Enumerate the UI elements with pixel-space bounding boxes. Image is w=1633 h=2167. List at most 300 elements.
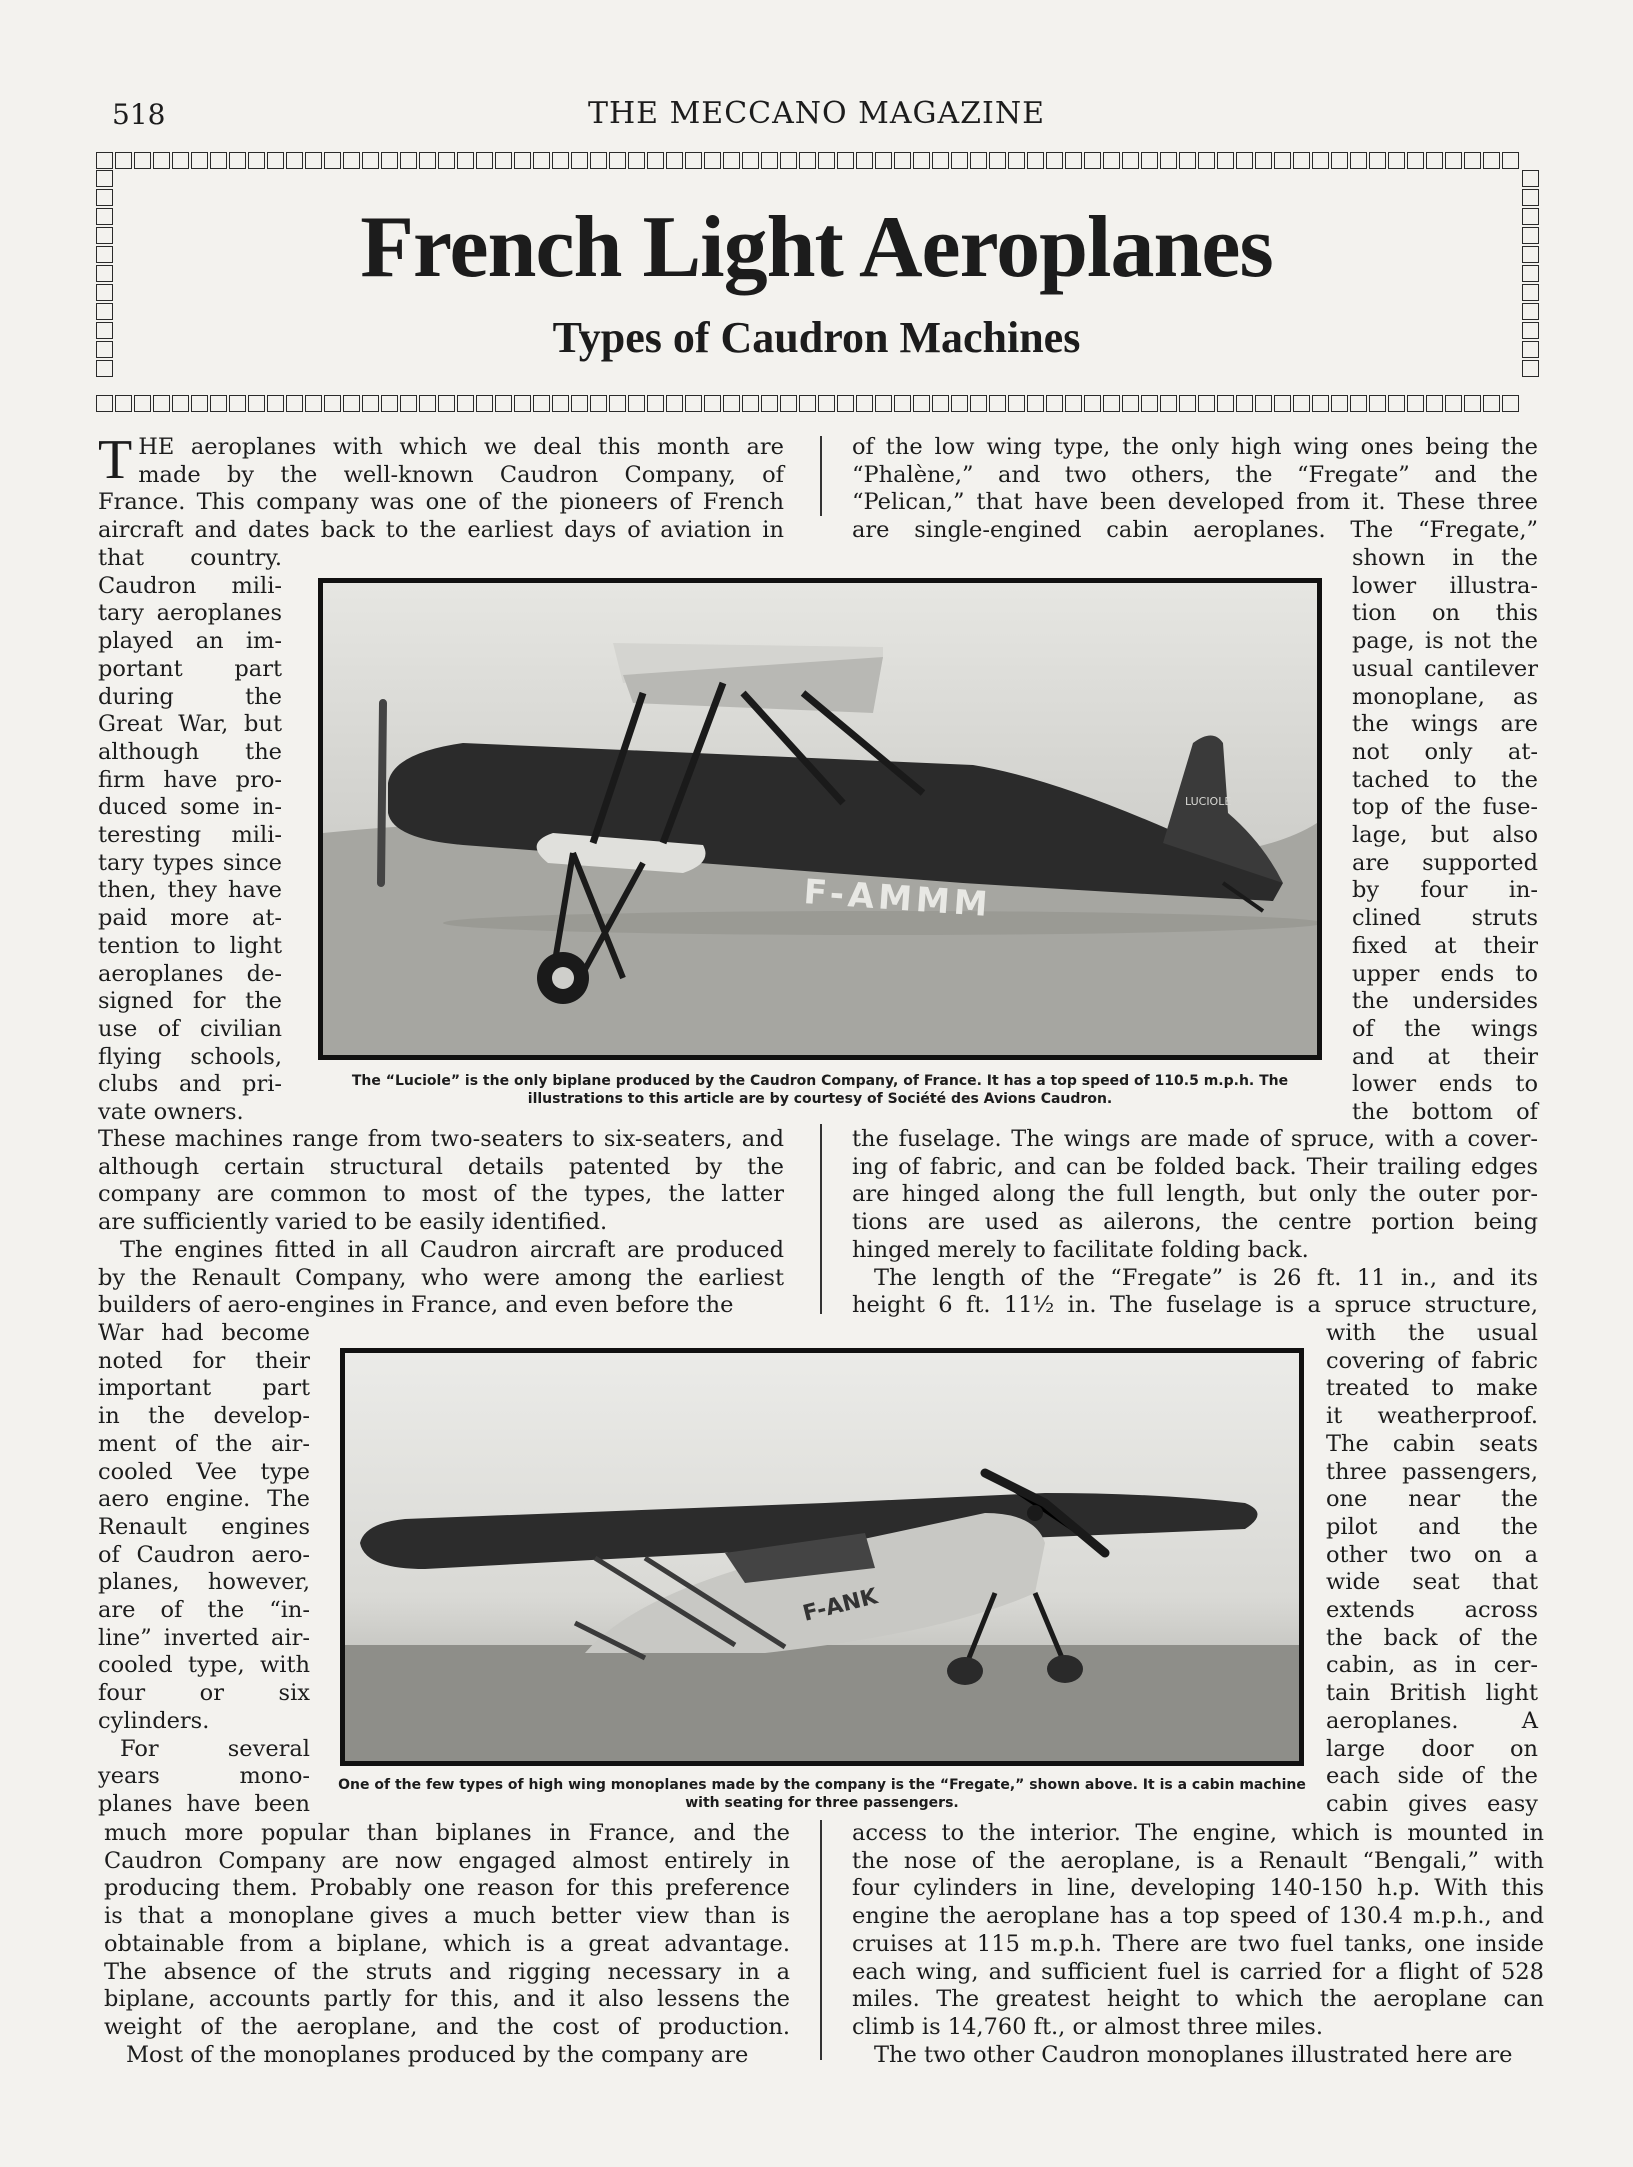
frame-box <box>1217 395 1234 412</box>
frame-box <box>210 395 227 412</box>
text-line: with the usual <box>1326 1320 1538 1346</box>
luciole-biplane-illustration <box>323 583 1317 1055</box>
text-line: HE aeroplanes with which we deal this month are <box>138 434 784 460</box>
text-line: engine the aeroplane has a top speed of 130.4 m.p.h., and <box>852 1903 1544 1930</box>
frame-box <box>438 152 455 169</box>
fregate-monoplane-illustration <box>345 1353 1299 1761</box>
text-line: pilot and the <box>1326 1513 1538 1540</box>
text-line: of the wings <box>1352 1015 1538 1042</box>
text-line: are hinged along the full length, but only the outer por- <box>852 1181 1538 1208</box>
text-line: line” inverted air- <box>98 1624 310 1651</box>
frame-box <box>172 395 189 412</box>
text-line: These machines range from two-seaters to six-seaters, and <box>98 1126 784 1152</box>
text-line: four cylinders in line, developing 140-150 h.p. With this <box>852 1875 1544 1902</box>
frame-box <box>96 395 113 412</box>
text-line: each wing, and sufficient fuel is carried for a flight of 528 <box>852 1958 1544 1985</box>
frame-box <box>1483 395 1500 412</box>
frame-box <box>989 395 1006 412</box>
frame-box <box>628 395 645 412</box>
text-line: the wings are <box>1352 711 1538 738</box>
text-line: company are common to most of the types, the latter <box>98 1181 784 1208</box>
frame-box <box>1198 395 1215 412</box>
text-line: shown in the <box>1352 545 1538 571</box>
frame-box <box>1122 152 1139 169</box>
text-line: cylinders. <box>98 1707 210 1734</box>
frame-box <box>191 152 208 169</box>
text-line: tention to light <box>98 932 282 959</box>
frame-box <box>1084 152 1101 169</box>
luciole-biplane-photo <box>318 578 1322 1060</box>
frame-box <box>647 395 664 412</box>
article-subtitle: Types of Caudron Machines <box>552 313 1081 362</box>
text-line: teresting mili- <box>98 822 282 849</box>
text-line: is that a monoplane gives a much better view than is <box>104 1903 790 1930</box>
text-line: firm have pro- <box>98 766 282 793</box>
text-line: War had become <box>98 1320 310 1346</box>
frame-box <box>419 152 436 169</box>
fregate-monoplane-photo <box>340 1348 1304 1766</box>
text-line: height 6 ft. 11½ in. The fuselage is a spruce structure, <box>852 1292 1538 1319</box>
frame-box <box>1312 152 1329 169</box>
frame-box <box>856 395 873 412</box>
frame-box <box>723 395 740 412</box>
text-line: although the <box>98 738 282 765</box>
frame-box <box>552 395 569 412</box>
text-line: not only at- <box>1352 738 1538 765</box>
text-line: that country. <box>98 545 282 571</box>
text-line: in the develop- <box>98 1403 310 1430</box>
frame-box <box>837 395 854 412</box>
col1-middle-block <box>98 1126 784 1320</box>
frame-box <box>533 152 550 169</box>
text-line: top of the fuse- <box>1352 794 1538 821</box>
frame-box <box>248 395 265 412</box>
text-line: are supported <box>1352 849 1538 876</box>
text-line: ing of fabric, and can be folded back. Their trailing edges <box>852 1153 1538 1180</box>
text-line: The length of the “Fregate” is 26 ft. 11 in., and its <box>874 1264 1538 1291</box>
text-line: cooled type, with <box>98 1652 310 1679</box>
frame-box <box>381 152 398 169</box>
frame-box <box>514 395 531 412</box>
text-line: lage, but also <box>1352 822 1538 849</box>
frame-box <box>761 152 778 169</box>
text-line: are of the “in- <box>98 1597 310 1624</box>
text-line: treated to make <box>1326 1375 1538 1402</box>
text-line: aero engine. The <box>98 1486 310 1513</box>
frame-box <box>1179 152 1196 169</box>
frame-box <box>571 152 588 169</box>
page-number: 518 <box>112 98 166 131</box>
frame-box <box>609 395 626 412</box>
frame-box <box>1217 152 1234 169</box>
text-line: tions are used as ailerons, the centre portion being <box>852 1209 1538 1236</box>
frame-box <box>115 395 132 412</box>
frame-box <box>1445 152 1462 169</box>
frame-box <box>96 152 113 169</box>
col2-middle-block <box>852 1126 1538 1320</box>
frame-box <box>115 152 132 169</box>
col1-wrap-text-a <box>98 545 282 1127</box>
text-line: flying schools, <box>98 1043 282 1070</box>
text-line: miles. The greatest height to which the aeroplane can <box>852 1986 1544 2013</box>
col1-bottom-block <box>104 1820 790 2069</box>
frame-box <box>191 395 208 412</box>
text-line: builders of aero-engines in France, and even before the <box>98 1292 734 1319</box>
frame-box <box>856 152 873 169</box>
luciole-caption <box>310 1072 1330 1108</box>
text-line: covering of fabric <box>1326 1347 1538 1374</box>
fregate-caption <box>330 1776 1314 1812</box>
frame-box <box>1350 395 1367 412</box>
frame-box <box>419 395 436 412</box>
frame-box <box>1407 395 1424 412</box>
frame-bottom-border <box>96 395 1519 413</box>
text-line: tary aeroplanes <box>98 600 282 627</box>
frame-box <box>134 152 151 169</box>
frame-box <box>267 395 284 412</box>
frame-box <box>305 395 322 412</box>
text-line: monoplane, as <box>1352 683 1538 710</box>
frame-box <box>875 395 892 412</box>
text-line: climb is 14,760 ft., or almost three miles. <box>852 2013 1323 2040</box>
tail-name-mark: LUCIOLE <box>1185 795 1232 808</box>
frame-box <box>1369 152 1386 169</box>
frame-box <box>1160 395 1177 412</box>
text-line: by four in- <box>1352 877 1538 904</box>
text-line: paid more at- <box>98 905 282 932</box>
text-line: other two on a <box>1326 1541 1538 1568</box>
frame-box <box>457 395 474 412</box>
frame-box <box>875 152 892 169</box>
frame-box <box>1065 152 1082 169</box>
text-line: Caudron mili- <box>98 572 282 599</box>
frame-box <box>286 395 303 412</box>
frame-box <box>533 395 550 412</box>
frame-box <box>1331 395 1348 412</box>
frame-box <box>1407 152 1424 169</box>
text-line: and at their <box>1352 1043 1538 1070</box>
frame-box <box>1255 152 1272 169</box>
luciole-caption-line-2: illustrations to this article are by courtesy of Société des Avions Caudron. <box>527 1091 1113 1107</box>
frame-box <box>343 395 360 412</box>
frame-box <box>286 152 303 169</box>
frame-box <box>1236 152 1253 169</box>
frame-box <box>400 152 417 169</box>
frame-box <box>1103 152 1120 169</box>
frame-box <box>495 152 512 169</box>
frame-box <box>799 152 816 169</box>
frame-box <box>1103 395 1120 412</box>
frame-box <box>989 152 1006 169</box>
text-line: the bottom of <box>1352 1099 1538 1126</box>
frame-box <box>1084 395 1101 412</box>
frame-box <box>913 395 930 412</box>
text-line: then, they have <box>98 877 282 904</box>
frame-box <box>970 395 987 412</box>
text-line: upper ends to <box>1352 960 1538 987</box>
column-rule-middle <box>820 1124 822 1314</box>
text-line: vate owners. <box>98 1099 244 1126</box>
text-line: The absence of the struts and rigging necessary in a <box>104 1958 790 1985</box>
frame-box <box>343 152 360 169</box>
frame-box <box>666 395 683 412</box>
frame-box <box>1008 152 1025 169</box>
text-line: aeroplanes de- <box>98 960 282 987</box>
text-line: clubs and pri- <box>98 1071 282 1098</box>
text-line: signed for the <box>98 988 282 1015</box>
frame-box <box>1141 395 1158 412</box>
frame-box <box>267 152 284 169</box>
frame-box <box>457 152 474 169</box>
frame-box <box>1160 152 1177 169</box>
frame-box <box>1027 152 1044 169</box>
text-line: cruises at 115 m.p.h. There are two fuel tanks, one inside <box>852 1930 1544 1957</box>
text-line: large door on <box>1326 1735 1538 1762</box>
text-line: important part <box>98 1375 310 1402</box>
text-line: France. This company was one of the pioneers of French <box>98 489 784 516</box>
text-line: duced some in- <box>98 794 282 821</box>
text-line: biplane, accounts partly for this, and it also lessens the <box>104 1986 790 2013</box>
text-line: portant part <box>98 655 282 682</box>
frame-box <box>362 152 379 169</box>
frame-box <box>837 152 854 169</box>
frame-box <box>723 152 740 169</box>
text-line: access to the interior. The engine, which is mounted in <box>852 1820 1544 1846</box>
frame-box <box>153 152 170 169</box>
frame-box <box>96 170 113 187</box>
frame-box <box>590 152 607 169</box>
text-line: lower illustra- <box>1352 572 1538 599</box>
text-line: four or six <box>98 1680 310 1707</box>
frame-box <box>134 395 151 412</box>
frame-box <box>1464 152 1481 169</box>
text-line: the back of the <box>1326 1624 1538 1651</box>
text-line: tion on this <box>1352 600 1538 627</box>
text-line: cooled Vee type <box>98 1458 310 1485</box>
frame-box <box>780 395 797 412</box>
frame-box <box>1464 395 1481 412</box>
column-rule-top <box>820 436 822 516</box>
frame-box <box>894 395 911 412</box>
frame-box <box>1065 395 1082 412</box>
frame-box <box>1027 395 1044 412</box>
frame-box <box>780 152 797 169</box>
text-line: obtainable from a biplane, which is a great advantage. <box>104 1930 790 1957</box>
frame-box <box>818 395 835 412</box>
luciole-caption-line-1: The “Luciole” is the only biplane produced by the Caudron Company, of France. It has a top speed of 110.5 m.p.h. The <box>351 1073 1289 1089</box>
frame-box <box>932 395 949 412</box>
frame-top-border <box>96 152 1519 170</box>
text-line: tary types since <box>98 849 282 876</box>
text-line: of Caudron aero- <box>98 1541 310 1568</box>
frame-box <box>685 152 702 169</box>
frame-box <box>609 152 626 169</box>
text-line: hinged merely to facilitate folding back. <box>852 1236 1309 1263</box>
frame-box <box>514 152 531 169</box>
frame-box <box>818 152 835 169</box>
frame-box <box>495 395 512 412</box>
frame-box <box>970 152 987 169</box>
text-line: made by the well-known Caudron Company, of <box>138 461 784 488</box>
text-line: although certain structural details patented by the <box>98 1153 784 1180</box>
frame-box <box>1426 152 1443 169</box>
frame-box <box>1388 395 1405 412</box>
text-line: ment of the air- <box>98 1430 310 1457</box>
frame-box <box>1008 395 1025 412</box>
frame-box <box>628 152 645 169</box>
frame-box <box>666 152 683 169</box>
text-line: lower ends to <box>1352 1071 1538 1098</box>
frame-box <box>1046 395 1063 412</box>
text-line: use of civilian <box>98 1015 282 1042</box>
text-line: cabin, as in cer- <box>1326 1652 1538 1679</box>
frame-box <box>799 395 816 412</box>
text-line: wide seat that <box>1326 1569 1538 1596</box>
col2-wrap-text-a <box>1352 545 1538 1127</box>
text-line: “Phalène,” and two others, the “Fregate” and the <box>852 461 1538 488</box>
text-line: fixed at their <box>1352 932 1538 959</box>
frame-box <box>381 395 398 412</box>
col1-top-block <box>98 429 784 545</box>
text-line: each side of the <box>1326 1763 1538 1790</box>
text-line: three passengers, <box>1326 1458 1538 1485</box>
frame-box <box>476 395 493 412</box>
frame-box <box>1274 152 1291 169</box>
column-rule-bottom <box>820 1820 822 2060</box>
text-line: by the Renault Company, who were among the earliest <box>98 1264 784 1291</box>
frame-box <box>1445 395 1462 412</box>
frame-box <box>229 152 246 169</box>
frame-box <box>324 152 341 169</box>
frame-box <box>1141 152 1158 169</box>
col2-top-block <box>852 434 1538 545</box>
text-line: “Pelican,” that have been developed from it. These three <box>852 489 1538 516</box>
text-line: tached to the <box>1352 766 1538 793</box>
text-line: are single-engined cabin aeroplanes. The “Fregate,” <box>852 517 1538 544</box>
col2-wrap-text-b <box>1326 1320 1538 1819</box>
frame-box <box>210 152 227 169</box>
frame-box <box>1502 152 1519 169</box>
text-line: clined struts <box>1352 905 1538 932</box>
frame-box <box>894 152 911 169</box>
frame-box <box>438 395 455 412</box>
text-line: Most of the monoplanes produced by the company are <box>126 2041 749 2068</box>
frame-box <box>1046 152 1063 169</box>
frame-box <box>1502 395 1519 412</box>
col2-bottom-block <box>852 1820 1544 2069</box>
frame-box <box>400 395 417 412</box>
drop-cap: T <box>98 429 133 491</box>
text-line: extends across <box>1326 1597 1538 1624</box>
frame-box <box>248 152 265 169</box>
text-line: usual cantilever <box>1352 655 1538 682</box>
frame-box <box>742 152 759 169</box>
text-line: aircraft and dates back to the earliest days of aviation in <box>98 517 784 544</box>
text-line: are sufficiently varied to be easily identified. <box>98 1209 608 1236</box>
registration-mark: F-AMMM <box>802 872 993 926</box>
article-title: French Light Aeroplanes <box>360 199 1273 296</box>
frame-box <box>229 395 246 412</box>
frame-box <box>1312 395 1329 412</box>
frame-box <box>951 395 968 412</box>
text-line: The two other Caudron monoplanes illustrated here are <box>874 2041 1513 2068</box>
frame-box <box>1522 170 1539 187</box>
frame-box <box>172 152 189 169</box>
text-line: producing them. Probably one reason for this preference <box>104 1875 790 1902</box>
text-line: planes have been <box>98 1790 310 1817</box>
frame-box <box>685 395 702 412</box>
frame-box <box>647 152 664 169</box>
text-line: years mono- <box>98 1763 310 1790</box>
text-line: noted for their <box>98 1347 310 1374</box>
text-line: of the low wing type, the only high wing ones being the <box>852 434 1538 460</box>
frame-box <box>913 152 930 169</box>
frame-box <box>552 152 569 169</box>
frame-box <box>1293 152 1310 169</box>
frame-box <box>153 395 170 412</box>
text-line: much more popular than biplanes in France, and the <box>104 1820 790 1846</box>
frame-box <box>476 152 493 169</box>
frame-box <box>1331 152 1348 169</box>
frame-box <box>1293 395 1310 412</box>
text-line: the undersides <box>1352 988 1538 1015</box>
frame-box <box>1483 152 1500 169</box>
frame-box <box>1122 395 1139 412</box>
text-line: The engines fitted in all Caudron aircraft are produced <box>120 1236 784 1263</box>
frame-box <box>1274 395 1291 412</box>
registration-mark-fregate: F-ANK <box>800 1584 881 1627</box>
frame-box <box>932 152 949 169</box>
frame-box <box>1255 395 1272 412</box>
frame-box <box>571 395 588 412</box>
frame-box <box>704 395 721 412</box>
text-line: The cabin seats <box>1326 1430 1538 1457</box>
frame-box <box>1369 395 1386 412</box>
frame-box <box>704 152 721 169</box>
frame-box <box>305 152 322 169</box>
frame-box <box>1426 395 1443 412</box>
fregate-caption-line-2: with seating for three passengers. <box>685 1795 959 1811</box>
running-title: THE MECCANO MAGAZINE <box>587 96 1046 131</box>
text-line: it weatherproof. <box>1326 1403 1538 1430</box>
text-line: Renault engines <box>98 1513 310 1540</box>
text-line: tain British light <box>1326 1680 1538 1707</box>
text-line: Great War, but <box>98 711 282 738</box>
fregate-caption-line-1: One of the few types of high wing monoplanes made by the company is the “Fregate,” shown above. It is a cabin machine <box>338 1777 1306 1793</box>
frame-box <box>590 395 607 412</box>
text-line: during the <box>98 683 282 710</box>
frame-box <box>362 395 379 412</box>
text-line: Caudron Company are now engaged almost entirely in <box>104 1847 790 1874</box>
frame-box <box>1350 152 1367 169</box>
text-line: weight of the aeroplane, and the cost of production. <box>104 2013 790 2040</box>
frame-box <box>1388 152 1405 169</box>
text-line: aeroplanes. A <box>1326 1707 1538 1734</box>
text-line: one near the <box>1326 1486 1538 1513</box>
text-line: the nose of the aeroplane, is a Renault “Bengali,” with <box>852 1847 1544 1874</box>
text-line: planes, however, <box>98 1569 310 1596</box>
frame-box <box>742 395 759 412</box>
frame-box <box>1236 395 1253 412</box>
frame-box <box>951 152 968 169</box>
text-line: page, is not the <box>1352 628 1538 655</box>
frame-box <box>1198 152 1215 169</box>
frame-box <box>324 395 341 412</box>
text-line: the fuselage. The wings are made of spruce, with a cover- <box>852 1126 1538 1152</box>
frame-box <box>761 395 778 412</box>
text-line: played an im- <box>98 628 282 655</box>
text-line: cabin gives easy <box>1326 1790 1538 1817</box>
